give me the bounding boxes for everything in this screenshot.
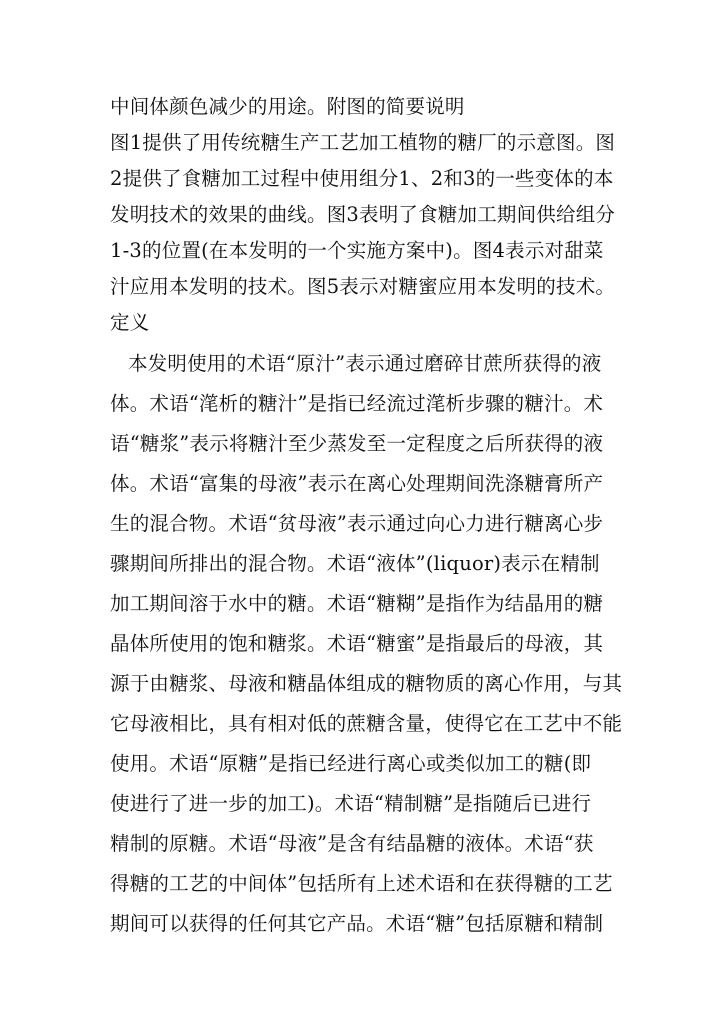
text-line: 使进行了进一步的加工)。术语“精制糖”是指随后已进行 — [110, 792, 592, 815]
text-line: 期间可以获得的任何其它产品。术语“糖”包括原糖和精制 — [110, 912, 604, 935]
text-line: 中间体颜色减少的用途。附图的简要说明 — [110, 95, 465, 118]
text-line: 语“糖浆”表示将糖汁至少蒸发至一定程度之后所获得的液 — [110, 432, 604, 455]
text-line: 体。术语“富集的母液”表示在离心处理期间洗涤糖膏所产 — [110, 472, 604, 495]
text-line: 体。术语“滗析的糖汁”是指已经流过滗析步骤的糖汁。术 — [110, 392, 604, 415]
text-line: 发明技术的效果的曲线。图3表明了食糖加工期间供给组分 — [110, 203, 616, 226]
text-line: 使用。术语“原糖”是指已经进行离心或类似加工的糖(即 — [110, 752, 592, 775]
text-line: 生的混合物。术语“贫母液”表示通过向心力进行糖离心步 — [110, 512, 604, 535]
text-line: 1-3的位置(在本发明的一个实施方案中)。图4表示对甜菜 — [110, 239, 604, 262]
text-line: 本发明使用的术语“原汁”表示通过磨碎甘蔗所获得的液 — [128, 352, 602, 375]
text-line: 精制的原糖。术语“母液”是含有结晶糖的液体。术语“获 — [110, 832, 594, 855]
text-line: 2提供了食糖加工过程中使用组分1、2和3的一些变体的本 — [110, 167, 614, 190]
section-heading: 定义 — [110, 311, 150, 334]
text-line: 源于由糖浆、母液和糖晶体组成的糖物质的离心作用，与其 — [110, 672, 623, 695]
text-line: 加工期间溶于水中的糖。术语“糖糊”是指作为结晶用的糖 — [110, 592, 604, 615]
text-line: 晶体所使用的饱和糖浆。术语“糖蜜”是指最后的母液，其 — [110, 632, 604, 655]
text-line: 它母液相比，具有相对低的蔗糖含量，使得它在工艺中不能 — [110, 712, 623, 735]
text-line: 骤期间所排出的混合物。术语“液体”(liquor)表示在精制 — [110, 552, 600, 575]
text-line: 得糖的工艺的中间体”包括所有上述术语和在获得糖的工艺 — [110, 872, 613, 895]
text-line: 汁应用本发明的技术。图5表示对糖蜜应用本发明的技术。 — [110, 275, 616, 298]
text-line: 图1提供了用传统糖生产工艺加工植物的糖厂的示意图。图 — [110, 131, 616, 154]
